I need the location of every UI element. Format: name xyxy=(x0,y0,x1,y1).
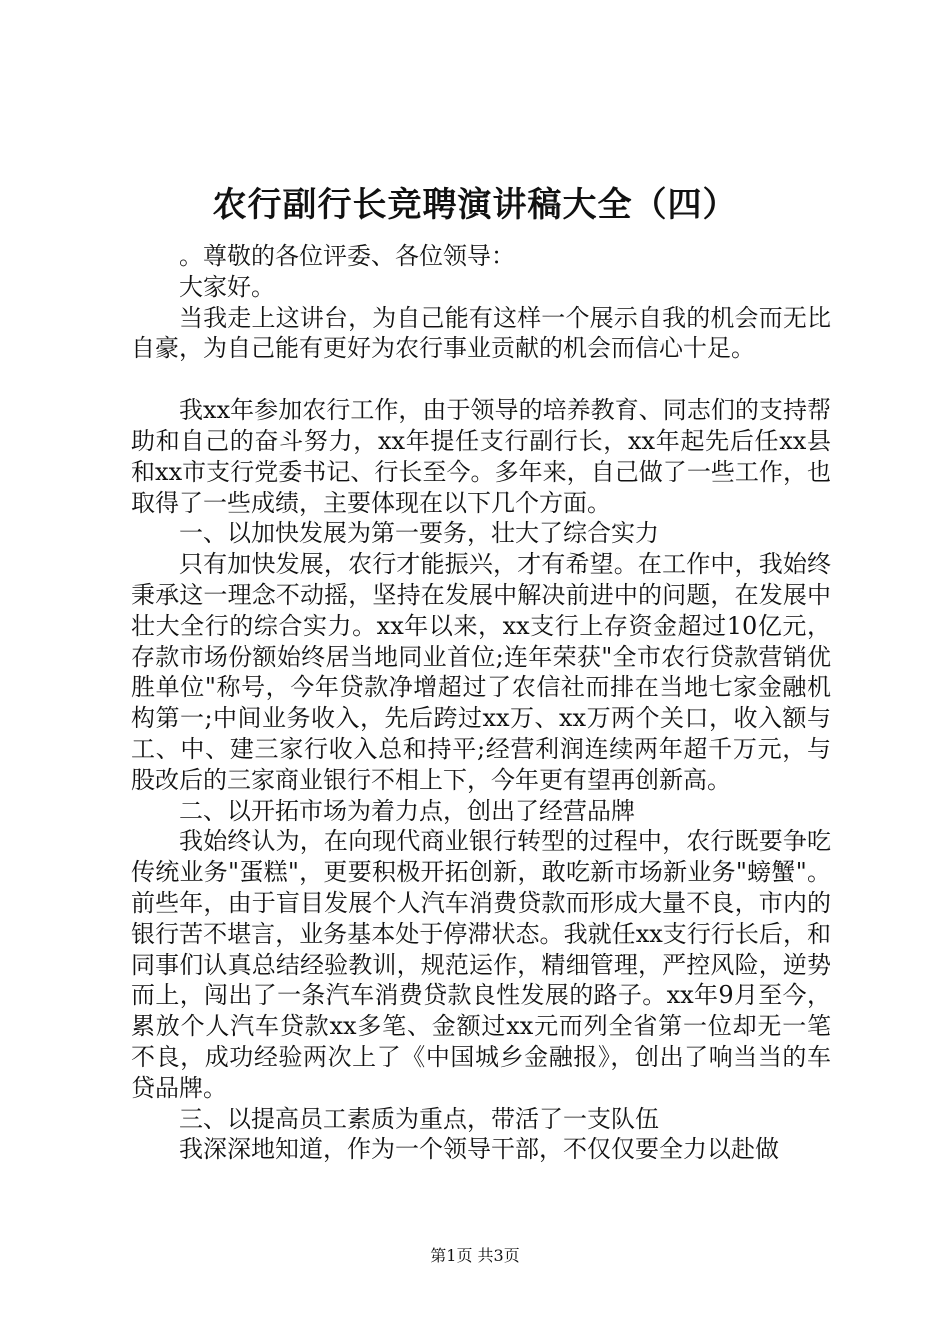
section-heading-2: 二、以开拓市场为着力点，创出了经营品牌 xyxy=(179,796,635,825)
section-heading-1: 一、以加快发展为第一要务，壮大了综合实力 xyxy=(179,519,659,548)
page-footer: 第1页 共3页 xyxy=(430,1246,520,1265)
paragraph-intro: 当我走上这讲台，为自己能有这样一个展示自我的机会而无比自豪，为自己能有更好为农行事业贡献的机会而信心十足。 xyxy=(131,303,831,363)
paragraph-section-1: 只有加快发展，农行才能振兴，才有希望。在工作中，我始终秉承这一理念不动摇，坚持在发展中解决前进中的问题，在发展中壮大全行的综合实力。xx年以来，xx支行上存资金超过10亿元，存款市场份额始终居当地同业首位;连年荣获"全市农行贷款营销优胜单位"称号，今年贷款净增超过了农信社而排在当地七家金融机构第一;中间业务收入，先后跨过xx万、xx万两个关口，收入额与工、中、建三家行收入总和持平;经营利润连续两年超千万元，与股改后的三家商业银行不相上下，今年更有望再创新高。 xyxy=(131,550,831,794)
paragraph-salutation: 。尊敬的各位评委、各位领导： xyxy=(179,242,515,270)
paragraph-greeting: 大家好。 xyxy=(179,272,275,301)
paragraph-background: 我xx年参加农行工作，由于领导的培养教育、同志们的支持帮助和自己的奋斗努力，xx年提任支行副行长，xx年起先后任xx县和xx市支行党委书记、行长至今。多年来，自己做了一些工作，也取得了一些成绩，主要体现在以下几个方面。 xyxy=(131,396,831,517)
paragraph-section-3: 我深深地知道，作为一个领导干部，不仅仅要全力以赴做 xyxy=(179,1135,779,1164)
document-body xyxy=(131,241,831,1165)
document-title: 农行副行长竞聘演讲稿大全（四） xyxy=(212,184,738,225)
paragraph-section-2: 我始终认为，在向现代商业银行转型的过程中，农行既要争吃传统业务"蛋糕"，更要积极开拓创新，敢吃新市场新业务"螃蟹"。前些年，由于盲目发展个人汽车消费贷款而形成大量不良，市内的银行苦不堪言，业务基本处于停滞状态。我就任xx支行行长后，和同事们认真总结经验教训，规范运作，精细管理，严控风险，逆势而上，闯出了一条汽车消费贷款良性发展的路子。xx年9月至今，累放个人汽车贷款xx多笔、金额过xx元而列全省第一位却无一笔不良，成功经验两次上了《中国城乡金融报》，创出了响当当的车贷品牌。 xyxy=(131,827,831,1102)
section-heading-3: 三、以提高员工素质为重点，带活了一支队伍 xyxy=(179,1104,659,1133)
